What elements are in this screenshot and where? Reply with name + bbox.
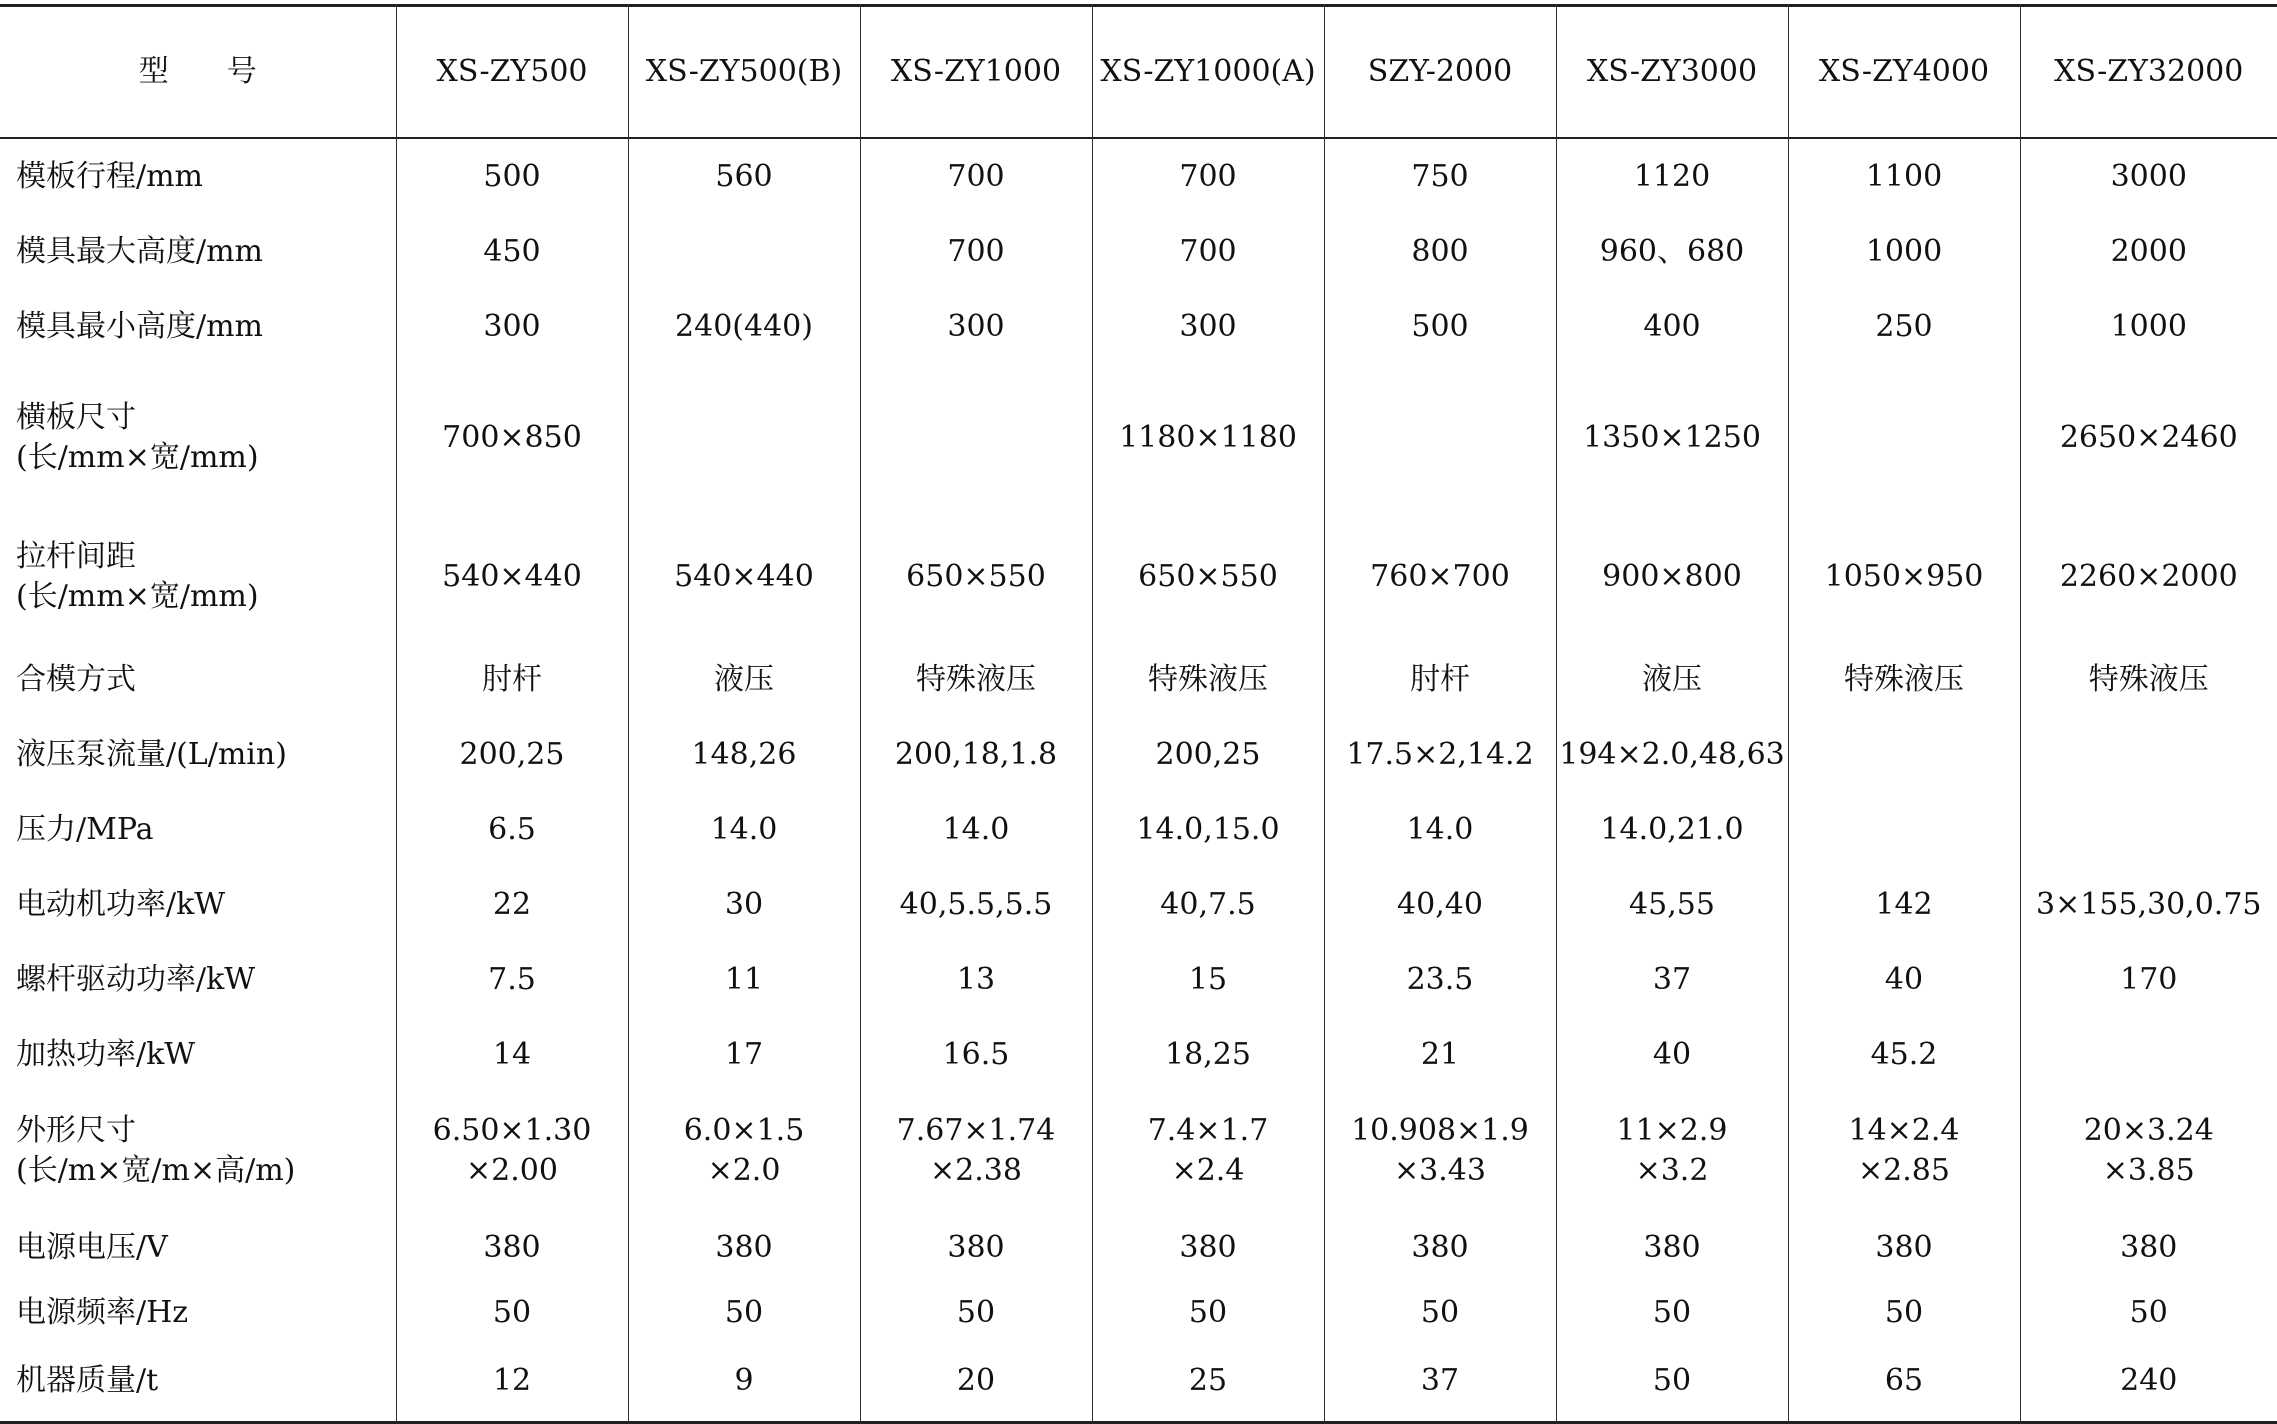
value-line: 20×3.24 — [2021, 1111, 2277, 1151]
value-line: 30 — [629, 877, 860, 933]
param-label-line: 电源电压/V — [16, 1220, 396, 1276]
value-line: 37 — [1325, 1353, 1556, 1409]
value-cell — [1324, 512, 1556, 642]
value-cell — [1788, 942, 2020, 1017]
value-line: 14.0 — [629, 802, 860, 858]
value-cell — [628, 942, 860, 1017]
value-line: 6.5 — [397, 802, 628, 858]
value-line: 1100 — [1789, 149, 2020, 205]
param-label-line: 模具最大高度/mm — [16, 224, 396, 280]
value-line: 142 — [1789, 877, 2020, 933]
value-cell — [1092, 512, 1324, 642]
table-row — [0, 1341, 2277, 1423]
param-label-cell — [0, 867, 396, 942]
value-cell — [1788, 364, 2020, 512]
value-cell — [396, 1341, 628, 1423]
header-cell-model: XS-ZY4000 — [1788, 6, 2020, 139]
value-cell — [1788, 642, 2020, 717]
value-cell — [1092, 1341, 1324, 1423]
value-cell — [396, 867, 628, 942]
value-cell — [396, 512, 628, 642]
value-cell — [1556, 512, 1788, 642]
value-line: 16.5 — [861, 1027, 1092, 1083]
value-line: 380 — [861, 1220, 1092, 1276]
value-line: 380 — [2021, 1220, 2277, 1276]
value-line: 380 — [1789, 1220, 2020, 1276]
value-line: 15 — [1093, 952, 1324, 1008]
value-cell — [1556, 717, 1788, 792]
value-line: ×3.43 — [1325, 1151, 1556, 1191]
value-line: 380 — [1557, 1220, 1788, 1276]
value-cell — [860, 1017, 1092, 1092]
value-cell — [1556, 1092, 1788, 1210]
value-cell — [1556, 942, 1788, 1017]
value-line: 560 — [629, 149, 860, 205]
value-cell — [860, 289, 1092, 364]
value-line: 14.0 — [1325, 802, 1556, 858]
value-line: 40,5.5,5.5 — [861, 877, 1092, 933]
value-cell — [1788, 1092, 2020, 1210]
table-row — [0, 642, 2277, 717]
param-label-cell — [0, 1285, 396, 1341]
value-cell — [1556, 867, 1788, 942]
value-line: 特殊液压 — [2021, 652, 2277, 708]
value-cell — [1324, 138, 1556, 214]
param-label-line: 电动机功率/kW — [16, 877, 396, 933]
value-line: 380 — [397, 1220, 628, 1276]
table-row — [0, 512, 2277, 642]
value-cell — [2020, 1210, 2277, 1285]
value-line: 700 — [861, 224, 1092, 280]
value-line: 1000 — [1789, 224, 2020, 280]
param-label-line: (长/mm×宽/mm) — [16, 438, 396, 478]
header-cell-model: XS-ZY1000 — [860, 6, 1092, 139]
value-cell — [1324, 1092, 1556, 1210]
value-cell — [1092, 364, 1324, 512]
value-cell — [628, 1092, 860, 1210]
param-label-cell — [0, 289, 396, 364]
value-cell — [1788, 1341, 2020, 1423]
value-line: 148,26 — [629, 727, 860, 783]
header-cell-model: XS-ZY500 — [396, 6, 628, 139]
value-line: 540×440 — [629, 549, 860, 605]
value-cell — [396, 1210, 628, 1285]
param-label-line: 机器质量/t — [16, 1353, 396, 1409]
value-line: 300 — [861, 299, 1092, 355]
header-cell-model: XS-ZY3000 — [1556, 6, 1788, 139]
value-cell — [1092, 1210, 1324, 1285]
param-label-cell — [0, 1092, 396, 1210]
value-cell — [2020, 1017, 2277, 1092]
value-line: 1180×1180 — [1093, 410, 1324, 466]
param-label-cell — [0, 1017, 396, 1092]
value-line: 700×850 — [397, 410, 628, 466]
param-label-cell — [0, 1210, 396, 1285]
value-line: 23.5 — [1325, 952, 1556, 1008]
value-cell — [860, 792, 1092, 867]
value-cell — [1788, 214, 2020, 289]
table-row — [0, 1210, 2277, 1285]
param-label-cell — [0, 214, 396, 289]
value-cell — [1092, 867, 1324, 942]
value-line: 250 — [1789, 299, 2020, 355]
value-line: 760×700 — [1325, 549, 1556, 605]
value-cell — [1556, 214, 1788, 289]
value-line: 特殊液压 — [861, 652, 1092, 708]
value-line: 11×2.9 — [1557, 1111, 1788, 1151]
value-line: 6.50×1.30 — [397, 1111, 628, 1151]
value-cell — [396, 289, 628, 364]
value-cell — [628, 1210, 860, 1285]
value-line: 500 — [397, 149, 628, 205]
table-row — [0, 867, 2277, 942]
value-line: 700 — [1093, 224, 1324, 280]
value-cell — [628, 792, 860, 867]
value-line: 200,18,1.8 — [861, 727, 1092, 783]
param-label-cell — [0, 642, 396, 717]
value-cell — [628, 642, 860, 717]
value-cell — [2020, 364, 2277, 512]
value-line: ×2.4 — [1093, 1151, 1324, 1191]
value-cell — [396, 1017, 628, 1092]
value-line: 25 — [1093, 1353, 1324, 1409]
value-line: 14 — [397, 1027, 628, 1083]
value-line: 肘杆 — [397, 652, 628, 708]
value-line: 650×550 — [861, 549, 1092, 605]
value-cell — [628, 512, 860, 642]
value-line: 800 — [1325, 224, 1556, 280]
value-cell — [628, 867, 860, 942]
value-cell — [1788, 1210, 2020, 1285]
value-line: 6.0×1.5 — [629, 1111, 860, 1151]
value-line: 40 — [1557, 1027, 1788, 1083]
table-row — [0, 214, 2277, 289]
value-cell — [1788, 867, 2020, 942]
value-line: 194×2.0,48,63 — [1557, 727, 1788, 783]
value-cell — [1788, 717, 2020, 792]
value-cell — [1324, 717, 1556, 792]
value-cell — [1324, 942, 1556, 1017]
value-cell — [2020, 289, 2277, 364]
value-cell — [396, 138, 628, 214]
param-label-line: 模板行程/mm — [16, 149, 396, 205]
value-line: 9 — [629, 1353, 860, 1409]
value-line: 17.5×2,14.2 — [1325, 727, 1556, 783]
table-row — [0, 942, 2277, 1017]
value-cell — [860, 138, 1092, 214]
value-cell — [1324, 214, 1556, 289]
value-line: 400 — [1557, 299, 1788, 355]
value-line: 液压 — [629, 652, 860, 708]
value-cell — [628, 1285, 860, 1341]
value-cell — [2020, 1285, 2277, 1341]
value-cell — [396, 1285, 628, 1341]
value-cell — [396, 642, 628, 717]
value-cell — [1324, 867, 1556, 942]
value-line: ×2.85 — [1789, 1151, 2020, 1191]
header-param-label: 型号 — [81, 54, 315, 89]
value-line: 7.4×1.7 — [1093, 1111, 1324, 1151]
value-line: ×3.85 — [2021, 1151, 2277, 1191]
value-cell — [1092, 792, 1324, 867]
value-line: 14.0,21.0 — [1557, 802, 1788, 858]
table-row — [0, 138, 2277, 214]
value-cell — [1556, 1341, 1788, 1423]
value-cell — [1092, 138, 1324, 214]
value-cell — [628, 717, 860, 792]
table-row — [0, 792, 2277, 867]
value-cell — [1324, 289, 1556, 364]
value-line: 20 — [861, 1353, 1092, 1409]
value-line: 40 — [1789, 952, 2020, 1008]
value-cell — [628, 364, 860, 512]
value-line: 21 — [1325, 1027, 1556, 1083]
value-line: 3000 — [2021, 149, 2277, 205]
value-line: 65 — [1789, 1353, 2020, 1409]
value-line: 40,7.5 — [1093, 877, 1324, 933]
value-line: 300 — [1093, 299, 1324, 355]
param-label-cell — [0, 512, 396, 642]
value-cell — [628, 138, 860, 214]
value-line: 700 — [1093, 149, 1324, 205]
value-line: 650×550 — [1093, 549, 1324, 605]
value-line: 7.67×1.74 — [861, 1111, 1092, 1151]
value-line: 700 — [861, 149, 1092, 205]
value-cell — [1788, 289, 2020, 364]
value-line: 50 — [1557, 1353, 1788, 1409]
value-line: 380 — [1093, 1220, 1324, 1276]
header-cell-model: XS-ZY1000(A) — [1092, 6, 1324, 139]
value-cell — [2020, 138, 2277, 214]
table-body — [0, 6, 2277, 1423]
param-label-cell — [0, 717, 396, 792]
value-cell — [1092, 942, 1324, 1017]
value-line: 18,25 — [1093, 1027, 1324, 1083]
value-line: 1000 — [2021, 299, 2277, 355]
value-cell — [628, 289, 860, 364]
value-line: 37 — [1557, 952, 1788, 1008]
param-label-line: 液压泵流量/(L/min) — [16, 727, 396, 783]
value-line: 肘杆 — [1325, 652, 1556, 708]
value-cell — [2020, 1092, 2277, 1210]
value-cell — [2020, 867, 2277, 942]
value-cell — [1788, 512, 2020, 642]
table-row — [0, 1092, 2277, 1210]
table-row — [0, 717, 2277, 792]
value-cell — [1556, 792, 1788, 867]
value-line: 200,25 — [397, 727, 628, 783]
value-line: 17 — [629, 1027, 860, 1083]
value-cell — [860, 642, 1092, 717]
value-cell — [396, 717, 628, 792]
value-cell — [860, 867, 1092, 942]
value-cell — [1556, 138, 1788, 214]
value-cell — [396, 214, 628, 289]
param-label-line: 螺杆驱动功率/kW — [16, 952, 396, 1008]
value-cell — [1788, 792, 2020, 867]
value-line: 50 — [397, 1285, 628, 1341]
param-label-line: 模具最小高度/mm — [16, 299, 396, 355]
value-cell — [1324, 792, 1556, 867]
value-line: 1050×950 — [1789, 549, 2020, 605]
value-cell — [1092, 1017, 1324, 1092]
value-line: 11 — [629, 952, 860, 1008]
value-cell — [860, 512, 1092, 642]
value-cell — [1556, 1285, 1788, 1341]
value-line: 750 — [1325, 149, 1556, 205]
value-line: 300 — [397, 299, 628, 355]
value-cell — [1324, 1210, 1556, 1285]
value-line: 特殊液压 — [1789, 652, 2020, 708]
header-cell-param — [0, 6, 396, 139]
value-line: 540×440 — [397, 549, 628, 605]
value-cell — [2020, 792, 2277, 867]
value-line: 50 — [2021, 1285, 2277, 1341]
value-line: 900×800 — [1557, 549, 1788, 605]
value-cell — [1788, 1017, 2020, 1092]
value-cell — [2020, 942, 2277, 1017]
value-cell — [860, 1341, 1092, 1423]
value-cell — [1092, 214, 1324, 289]
value-cell — [1556, 1210, 1788, 1285]
table-row — [0, 1017, 2277, 1092]
value-cell — [396, 792, 628, 867]
value-cell — [1324, 642, 1556, 717]
value-cell — [1092, 717, 1324, 792]
value-line: 50 — [1325, 1285, 1556, 1341]
value-cell — [1556, 289, 1788, 364]
value-line: 240(440) — [629, 299, 860, 355]
value-cell — [1324, 364, 1556, 512]
param-label-cell — [0, 364, 396, 512]
table-row — [0, 364, 2277, 512]
header-cell-model: XS-ZY500(B) — [628, 6, 860, 139]
value-line: ×3.2 — [1557, 1151, 1788, 1191]
value-line: 50 — [1093, 1285, 1324, 1341]
value-line: 45.2 — [1789, 1027, 2020, 1083]
value-cell — [860, 1092, 1092, 1210]
value-line: 50 — [629, 1285, 860, 1341]
param-label-cell — [0, 792, 396, 867]
value-cell — [396, 1092, 628, 1210]
value-cell — [628, 1017, 860, 1092]
value-line: 500 — [1325, 299, 1556, 355]
value-line: 12 — [397, 1353, 628, 1409]
value-line: 10.908×1.9 — [1325, 1111, 1556, 1151]
value-line: 50 — [861, 1285, 1092, 1341]
value-line: ×2.0 — [629, 1151, 860, 1191]
value-cell — [860, 942, 1092, 1017]
value-line: 2000 — [2021, 224, 2277, 280]
value-line: 14.0,15.0 — [1093, 802, 1324, 858]
value-line: 7.5 — [397, 952, 628, 1008]
value-line: ×2.00 — [397, 1151, 628, 1191]
param-label-line: 电源频率/Hz — [16, 1285, 396, 1341]
value-cell — [628, 214, 860, 289]
param-label-line: 横板尺寸 — [16, 398, 396, 438]
value-line: 2260×2000 — [2021, 549, 2277, 605]
value-line: 2650×2460 — [2021, 410, 2277, 466]
value-line: 3×155,30,0.75 — [2021, 877, 2277, 933]
value-line: 50 — [1789, 1285, 2020, 1341]
value-line: 50 — [1557, 1285, 1788, 1341]
param-label-line: (长/mm×宽/mm) — [16, 577, 396, 617]
param-label-line: 外形尺寸 — [16, 1111, 396, 1151]
value-cell — [396, 942, 628, 1017]
value-line: 450 — [397, 224, 628, 280]
value-cell — [860, 1285, 1092, 1341]
value-line: 1120 — [1557, 149, 1788, 205]
value-line: 200,25 — [1093, 727, 1324, 783]
param-label-line: 拉杆间距 — [16, 537, 396, 577]
value-cell — [1788, 1285, 2020, 1341]
value-cell — [860, 364, 1092, 512]
value-line: 22 — [397, 877, 628, 933]
value-cell — [1788, 138, 2020, 214]
param-label-line: 加热功率/kW — [16, 1027, 396, 1083]
value-line: 液压 — [1557, 652, 1788, 708]
value-cell — [1324, 1017, 1556, 1092]
value-line: 40,40 — [1325, 877, 1556, 933]
param-label-line: 压力/MPa — [16, 802, 396, 858]
value-line: 240 — [2021, 1353, 2277, 1409]
value-cell — [396, 364, 628, 512]
value-cell — [1092, 1092, 1324, 1210]
value-line: 14×2.4 — [1789, 1111, 2020, 1151]
header-cell-model: SZY-2000 — [1324, 6, 1556, 139]
value-cell — [1556, 642, 1788, 717]
value-line: 45,55 — [1557, 877, 1788, 933]
value-line: 170 — [2021, 952, 2277, 1008]
param-label-line: (长/m×宽/m×高/m) — [16, 1151, 396, 1191]
value-line: 380 — [629, 1220, 860, 1276]
spec-table — [0, 4, 2277, 1424]
table-row — [0, 1285, 2277, 1341]
value-cell — [1556, 1017, 1788, 1092]
value-cell — [2020, 214, 2277, 289]
value-cell — [1092, 642, 1324, 717]
value-cell — [2020, 1341, 2277, 1423]
value-line: 特殊液压 — [1093, 652, 1324, 708]
param-label-cell — [0, 942, 396, 1017]
param-label-cell — [0, 138, 396, 214]
value-cell — [2020, 512, 2277, 642]
value-cell — [860, 214, 1092, 289]
value-cell — [860, 1210, 1092, 1285]
param-label-line: 合模方式 — [16, 652, 396, 708]
value-cell — [1092, 1285, 1324, 1341]
value-cell — [1092, 289, 1324, 364]
value-cell — [2020, 717, 2277, 792]
param-label-cell — [0, 1341, 396, 1423]
value-line: 1350×1250 — [1557, 410, 1788, 466]
value-cell — [860, 717, 1092, 792]
value-line: ×2.38 — [861, 1151, 1092, 1191]
header-row — [0, 6, 2277, 139]
value-cell — [1556, 364, 1788, 512]
value-line: 380 — [1325, 1220, 1556, 1276]
value-cell — [2020, 642, 2277, 717]
value-line: 13 — [861, 952, 1092, 1008]
value-cell — [628, 1341, 860, 1423]
table-row — [0, 289, 2277, 364]
value-line: 960、680 — [1557, 224, 1788, 280]
value-cell — [1324, 1285, 1556, 1341]
value-cell — [1324, 1341, 1556, 1423]
value-line: 14.0 — [861, 802, 1092, 858]
header-cell-model: XS-ZY32000 — [2020, 6, 2277, 139]
